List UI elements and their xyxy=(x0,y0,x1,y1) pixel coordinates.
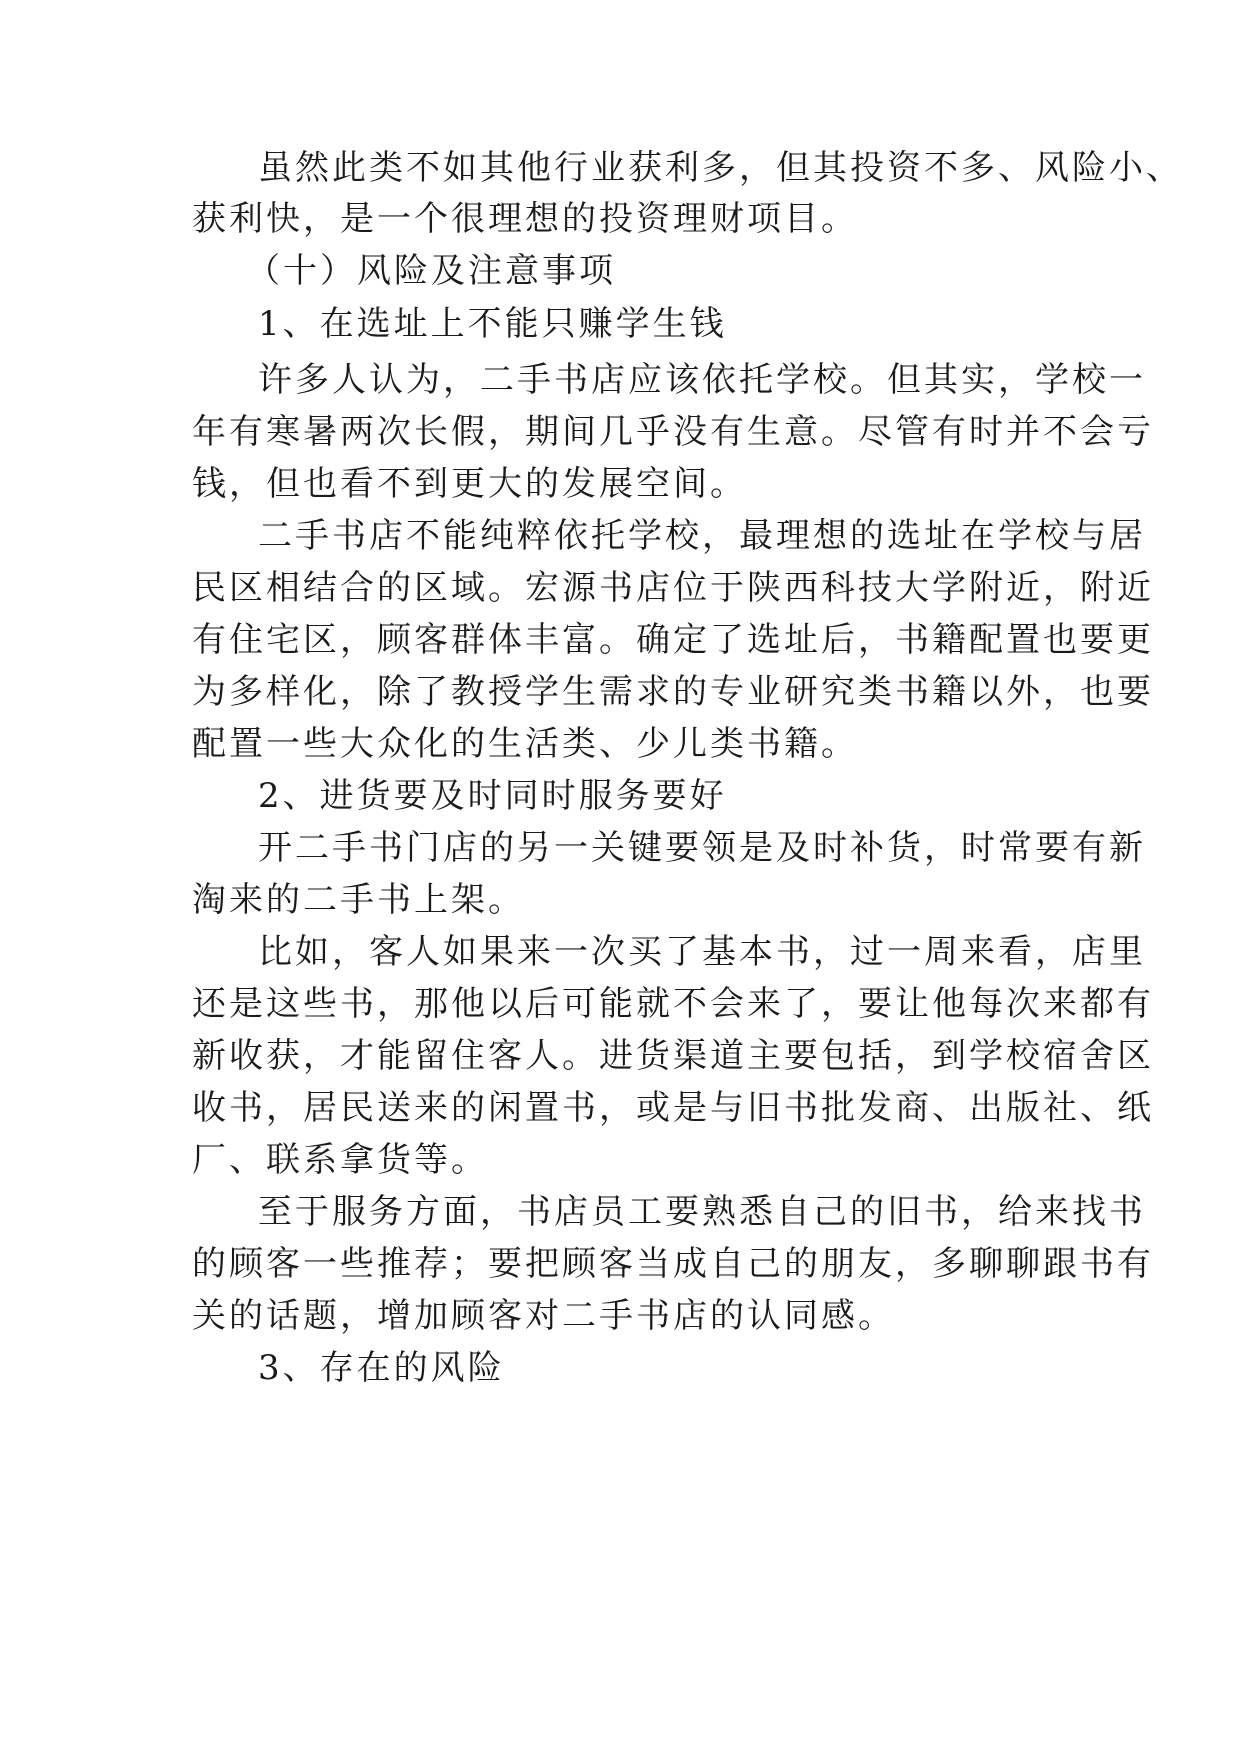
paragraph-line: 开二手书门店的另一关键要领是及时补货，时常要有新 xyxy=(258,828,1146,868)
paragraph-line: 钱，但也看不到更大的发展空间。 xyxy=(192,464,747,504)
paragraph-line: 为多样化，除了教授学生需求的专业研究类书籍以外，也要 xyxy=(192,672,1154,712)
paragraph-line: 厂、联系拿货等。 xyxy=(192,1140,488,1180)
paragraph-line: 民区相结合的区域。宏源书店位于陕西科技大学附近，附近 xyxy=(192,568,1154,608)
paragraph-line: 有住宅区，顾客群体丰富。确定了选址后，书籍配置也要更 xyxy=(192,620,1154,660)
paragraph-line: 虽然此类不如其他行业获利多，但其投资不多、风险小、 xyxy=(258,148,1183,188)
paragraph-line: 收书，居民送来的闲置书，或是与旧书批发商、出版社、纸 xyxy=(192,1088,1154,1128)
paragraph-line: 至于服务方面，书店员工要熟悉自己的旧书，给来找书 xyxy=(258,1192,1146,1232)
paragraph-line: 配置一些大众化的生活类、少儿类书籍。 xyxy=(192,724,858,764)
paragraph-line: 许多人认为，二手书店应该依托学校。但其实，学校一 xyxy=(258,360,1146,400)
paragraph-line: 新收获，才能留住客人。进货渠道主要包括，到学校宿舍区 xyxy=(192,1036,1154,1076)
subheading: 2、进货要及时同时服务要好 xyxy=(258,776,727,816)
subheading: 3、存在的风险 xyxy=(258,1348,505,1388)
paragraph-line: 获利快，是一个很理想的投资理财项目。 xyxy=(192,199,858,239)
paragraph-line: 关的话题，增加顾客对二手书店的认同感。 xyxy=(192,1296,895,1336)
section-heading: （十）风险及注意事项 xyxy=(246,251,616,291)
paragraph-line: 二手书店不能纯粹依托学校，最理想的选址在学校与居 xyxy=(258,516,1146,556)
paragraph-line: 年有寒暑两次长假，期间几乎没有生意。尽管有时并不会亏 xyxy=(192,412,1154,452)
paragraph-line: 的顾客一些推荐；要把顾客当成自己的朋友，多聊聊跟书有 xyxy=(192,1244,1154,1284)
subheading: 1、在选址上不能只赚学生钱 xyxy=(258,304,727,344)
paragraph-line: 比如，客人如果来一次买了基本书，过一周来看，店里 xyxy=(258,932,1146,972)
paragraph-line: 淘来的二手书上架。 xyxy=(192,880,525,920)
paragraph-line: 还是这些书，那他以后可能就不会来了，要让他每次来都有 xyxy=(192,984,1154,1024)
